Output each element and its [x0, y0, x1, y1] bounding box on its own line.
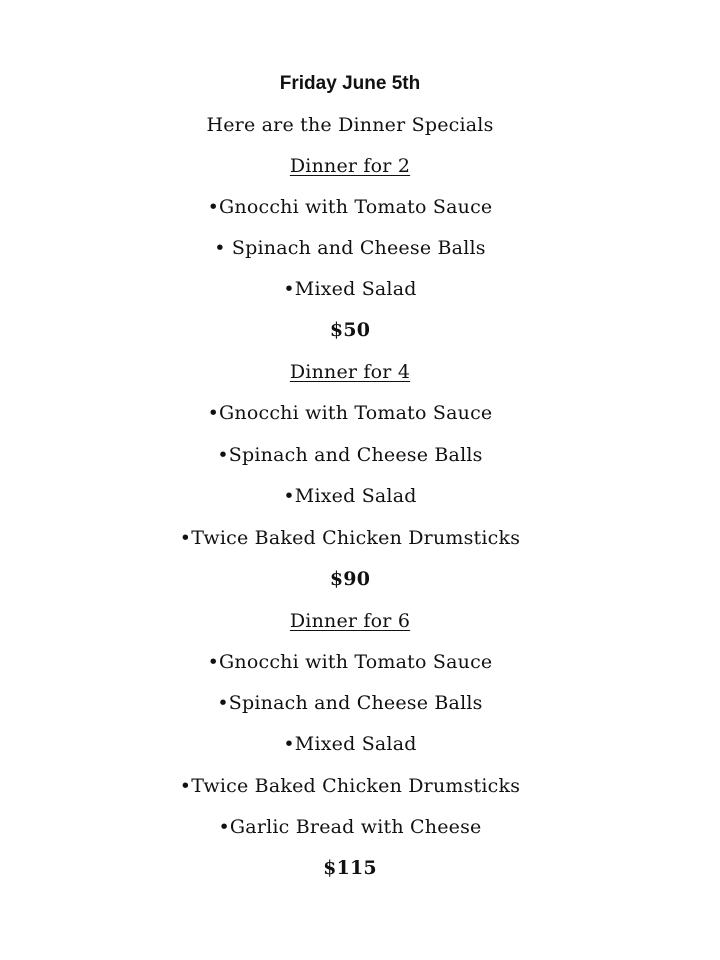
menu-item: •Mixed Salad [283, 278, 417, 300]
special-price-4: $90 [329, 568, 371, 590]
menu-item: •Mixed Salad [283, 485, 417, 507]
menu-item: •Gnocchi with Tomato Sauce [207, 196, 493, 218]
menu-item: •Garlic Bread with Cheese [218, 816, 482, 838]
menu-item: •Spinach and Cheese Balls [217, 444, 483, 466]
menu-item: •Twice Baked Chicken Drumsticks [179, 527, 521, 549]
menu-date: Friday June 5th [279, 73, 421, 94]
menu-intro: Here are the Dinner Specials [206, 114, 494, 136]
special-price-6: $115 [323, 857, 377, 879]
special-heading-4: Dinner for 4 [289, 361, 411, 383]
menu-item: •Spinach and Cheese Balls [217, 692, 483, 714]
menu-item: •Gnocchi with Tomato Sauce [207, 402, 493, 424]
menu-item: •Twice Baked Chicken Drumsticks [179, 775, 521, 797]
special-price-2: $50 [329, 319, 371, 341]
special-heading-6: Dinner for 6 [289, 610, 411, 632]
menu-item: • Spinach and Cheese Balls [214, 237, 486, 259]
menu-item: •Mixed Salad [283, 733, 417, 755]
special-heading-2: Dinner for 2 [289, 155, 411, 177]
menu-item: •Gnocchi with Tomato Sauce [207, 651, 493, 673]
